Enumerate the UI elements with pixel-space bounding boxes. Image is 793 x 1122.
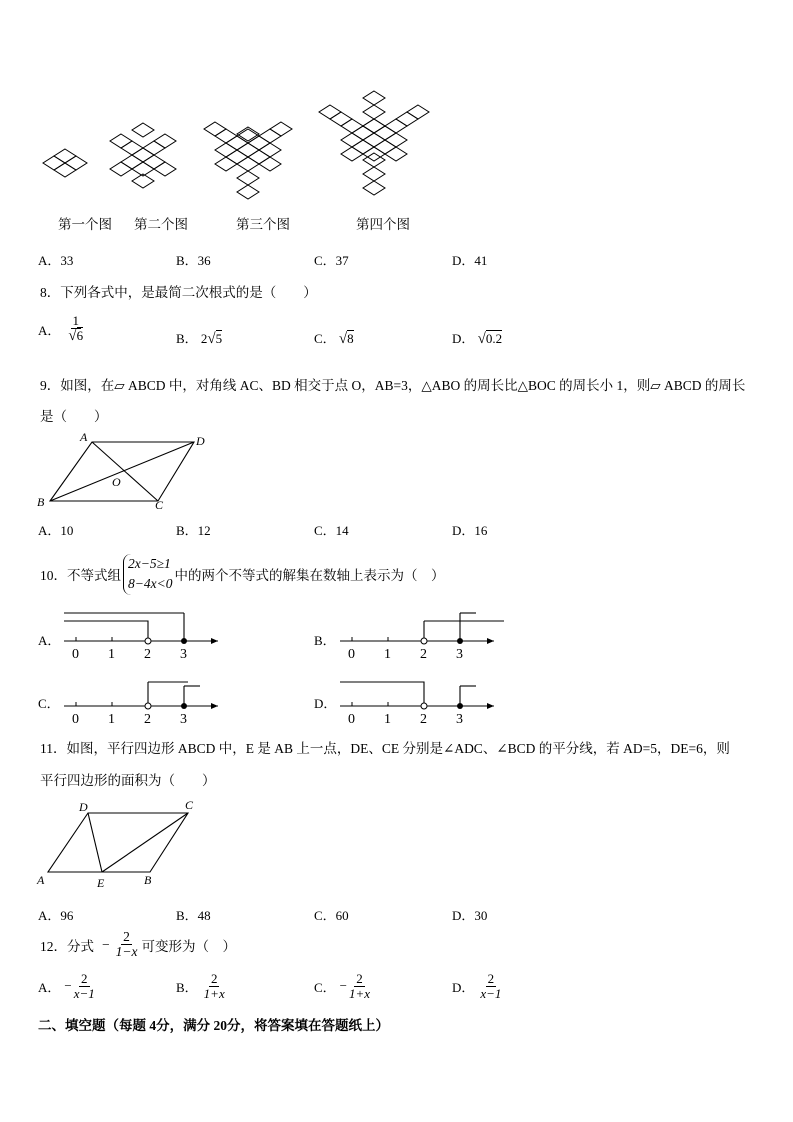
- q11-option-b[interactable]: B．48: [176, 908, 211, 923]
- q9-stem-line2: 是（ ）: [40, 409, 108, 424]
- q12-stem: 12．分式 − $\frac{2}{1-x}$ 可变形为（ ）: [40, 929, 236, 960]
- tick-label-b-0: 0: [348, 647, 355, 662]
- rhombus-tile: [363, 181, 385, 195]
- tick-label-c-3: 3: [180, 712, 187, 727]
- q11-stem: 11．如图，平行四边形 ABCD 中，E 是 AB 上一点，DE、CE 分别是∠ADC、∠BCD 的平分线，若 AD=5，DE=6，则: [40, 741, 730, 756]
- rhombus-tile: [363, 133, 385, 147]
- q8-stem: 8．下列各式中，是最简二次根式的是（ ）: [40, 285, 317, 300]
- q11-stem-line2: 平行四边形的面积为（ ）: [40, 773, 216, 788]
- q10-option-a-letter[interactable]: A．: [38, 633, 61, 648]
- tick-label-b-3: 3: [456, 647, 463, 662]
- rhombus-tile: [385, 147, 407, 161]
- q12-option-a[interactable]: A． − $\frac{2}{x-1}$: [38, 971, 95, 1001]
- rhombus-tile: [215, 157, 237, 171]
- q7-option-d[interactable]: D．41: [452, 253, 488, 268]
- rhombus-tile: [363, 105, 385, 119]
- tick-label-d-0: 0: [348, 712, 355, 727]
- rhombus-tile: [204, 122, 226, 136]
- rhombus-tile: [363, 167, 385, 181]
- rhombus-tile: [237, 185, 259, 199]
- rhombus-tile: [270, 122, 292, 136]
- rhombus-tile: [341, 147, 363, 161]
- closed-point-3-b: [457, 638, 463, 644]
- rhombus-tile: [54, 149, 76, 163]
- rhombus-tile: [341, 133, 363, 147]
- q8-option-b[interactable]: B． 2√5: [176, 331, 223, 347]
- rhombus-tile: [43, 156, 65, 170]
- rhombus-tile: [363, 153, 385, 167]
- q12-option-d[interactable]: D． $\frac{2}{x-1}$: [452, 971, 502, 1001]
- rhombus-tile: [215, 129, 237, 143]
- q7-option-a[interactable]: A．33: [38, 253, 74, 268]
- rhombus-tile: [352, 126, 374, 140]
- rhombus-tile: [110, 162, 132, 176]
- q8-option-a[interactable]: A． $\frac{1}{√6}$: [38, 313, 84, 344]
- q11-parallelogram-figure: [30, 795, 210, 895]
- q9-option-d[interactable]: D．16: [452, 523, 488, 538]
- tick-label-a-2: 2: [144, 647, 151, 662]
- q11-label-e: E: [97, 876, 105, 890]
- q11-label-c: C: [185, 798, 194, 812]
- q9-label-b: B: [37, 495, 45, 509]
- rhombus-tile: [385, 119, 407, 133]
- tick-label-a-3: 3: [180, 647, 187, 662]
- q11-label-d: D: [79, 800, 88, 814]
- rhombus-tile: [143, 141, 165, 155]
- q12-option-c[interactable]: C． − $\frac{2}{1+x}$: [314, 971, 371, 1001]
- rhombus-tile: [259, 129, 281, 143]
- rhombus-tile: [407, 105, 429, 119]
- section-2-title: 二、填空题（每题 4分，满分 20分，将答案填在答题纸上）: [38, 1018, 389, 1033]
- open-point-2-b: [421, 638, 427, 644]
- rhombus-tile: [237, 157, 259, 171]
- rhombus-tile: [154, 134, 176, 148]
- rhombus-tile: [54, 163, 76, 177]
- rhombus-tile: [237, 171, 259, 185]
- rhombus-pattern-figures: [0, 0, 793, 240]
- rhombus-tile: [65, 156, 87, 170]
- closed-point-3-d: [457, 703, 463, 709]
- q11-option-a[interactable]: A．96: [38, 908, 74, 923]
- open-point-2-c: [145, 703, 151, 709]
- tick-label-c-2: 2: [144, 712, 151, 727]
- rhombus-tile: [259, 143, 281, 157]
- closed-point-3-c: [181, 703, 187, 709]
- rhombus-tile: [341, 119, 363, 133]
- rhombus-tile: [237, 143, 259, 157]
- rhombus-tile: [385, 133, 407, 147]
- rhombus-tile: [396, 112, 418, 126]
- solution-ray-2-a: [64, 621, 148, 641]
- number-line-arrow-a: [211, 638, 218, 644]
- q10-number-lines[interactable]: [0, 600, 793, 730]
- rhombus-tile: [374, 140, 396, 154]
- q8-option-d[interactable]: D． √0.2: [452, 331, 503, 347]
- q7-option-c[interactable]: C．37: [314, 253, 349, 268]
- q10-inequality-1: 2x−5≥1: [128, 556, 171, 571]
- rhombus-tile: [330, 112, 352, 126]
- fig-caption-4: 第四个图: [356, 217, 410, 232]
- rhombus-tile: [259, 157, 281, 171]
- q10-option-c-letter[interactable]: C．: [38, 696, 60, 711]
- rhombus-tile: [352, 140, 374, 154]
- q9-label-a: A: [80, 430, 88, 444]
- rhombus-tile: [363, 119, 385, 133]
- tick-label-c-1: 1: [108, 712, 115, 727]
- q10-option-d-letter[interactable]: D．: [314, 696, 337, 711]
- tick-label-b-2: 2: [420, 647, 427, 662]
- rhombus-tile: [363, 147, 385, 161]
- q10-inequality-2: 8−4x<0: [128, 576, 173, 592]
- rhombus-tile: [374, 126, 396, 140]
- rhombus-tile: [110, 134, 132, 148]
- tick-label-c-0: 0: [72, 712, 79, 727]
- open-point-2-d: [421, 703, 427, 709]
- q10-option-b-letter[interactable]: B．: [314, 633, 336, 648]
- rhombus-tile: [248, 150, 270, 164]
- rhombus-tile: [363, 119, 385, 133]
- q9-parallelogram-figure: [30, 428, 220, 513]
- rhombus-tile: [248, 136, 270, 150]
- tick-label-d-1: 1: [384, 712, 391, 727]
- q9-option-a[interactable]: A．10: [38, 523, 74, 538]
- rhombus-tile: [132, 123, 154, 137]
- rhombus-tile: [319, 105, 341, 119]
- tick-label-a-1: 1: [108, 647, 115, 662]
- q9-label-c: C: [155, 498, 164, 512]
- q12-option-b[interactable]: B． $\frac{2}{1+x}$: [176, 971, 225, 1001]
- q9-label-d: D: [196, 434, 205, 448]
- q11-label-b: B: [144, 873, 152, 887]
- tick-label-d-3: 3: [456, 712, 463, 727]
- solution-ray-2-d: [340, 682, 424, 706]
- rhombus-tile: [121, 155, 143, 169]
- number-line-arrow-b: [487, 638, 494, 644]
- rhombus-tile: [132, 148, 154, 162]
- q10-stem: 10．不等式组 2x−5≥1 8−4x<0 中的两个不等式的解集在数轴上表示为（ ）: [40, 554, 444, 595]
- tick-label-b-1: 1: [384, 647, 391, 662]
- rhombus-tile: [154, 162, 176, 176]
- q9-stem-line1: 9．如图，在▱ ABCD 中，对角线 AC、BD 相交于点 O，AB=3，△ABO 的周长比△BOC 的周长小 1，则▱ ABCD 的周长: [40, 378, 746, 393]
- number-line-arrow-c: [211, 703, 218, 709]
- rhombus-tile: [143, 155, 165, 169]
- q9-option-b[interactable]: B．12: [176, 523, 211, 538]
- q11-label-a: A: [37, 873, 45, 887]
- closed-point-3-a: [181, 638, 187, 644]
- rhombus-tile: [121, 141, 143, 155]
- rhombus-tile: [215, 143, 237, 157]
- fig-caption-1: 第一个图: [58, 217, 112, 232]
- open-point-2-a: [145, 638, 151, 644]
- number-line-arrow-d: [487, 703, 494, 709]
- fig-caption-2: 第二个图: [134, 217, 188, 232]
- fig-caption-3: 第三个图: [236, 217, 290, 232]
- tick-label-a-0: 0: [72, 647, 79, 662]
- q11-option-d[interactable]: D．30: [452, 908, 488, 923]
- q11-option-c[interactable]: C．60: [314, 908, 349, 923]
- rhombus-tile: [363, 91, 385, 105]
- rhombus-tile: [226, 136, 248, 150]
- rhombus-tile: [226, 150, 248, 164]
- q9-option-c[interactable]: C．14: [314, 523, 349, 538]
- q7-option-b[interactable]: B．36: [176, 253, 211, 268]
- q8-option-c[interactable]: C． √8: [314, 331, 354, 347]
- q9-label-o: O: [112, 475, 121, 489]
- tick-label-d-2: 2: [420, 712, 427, 727]
